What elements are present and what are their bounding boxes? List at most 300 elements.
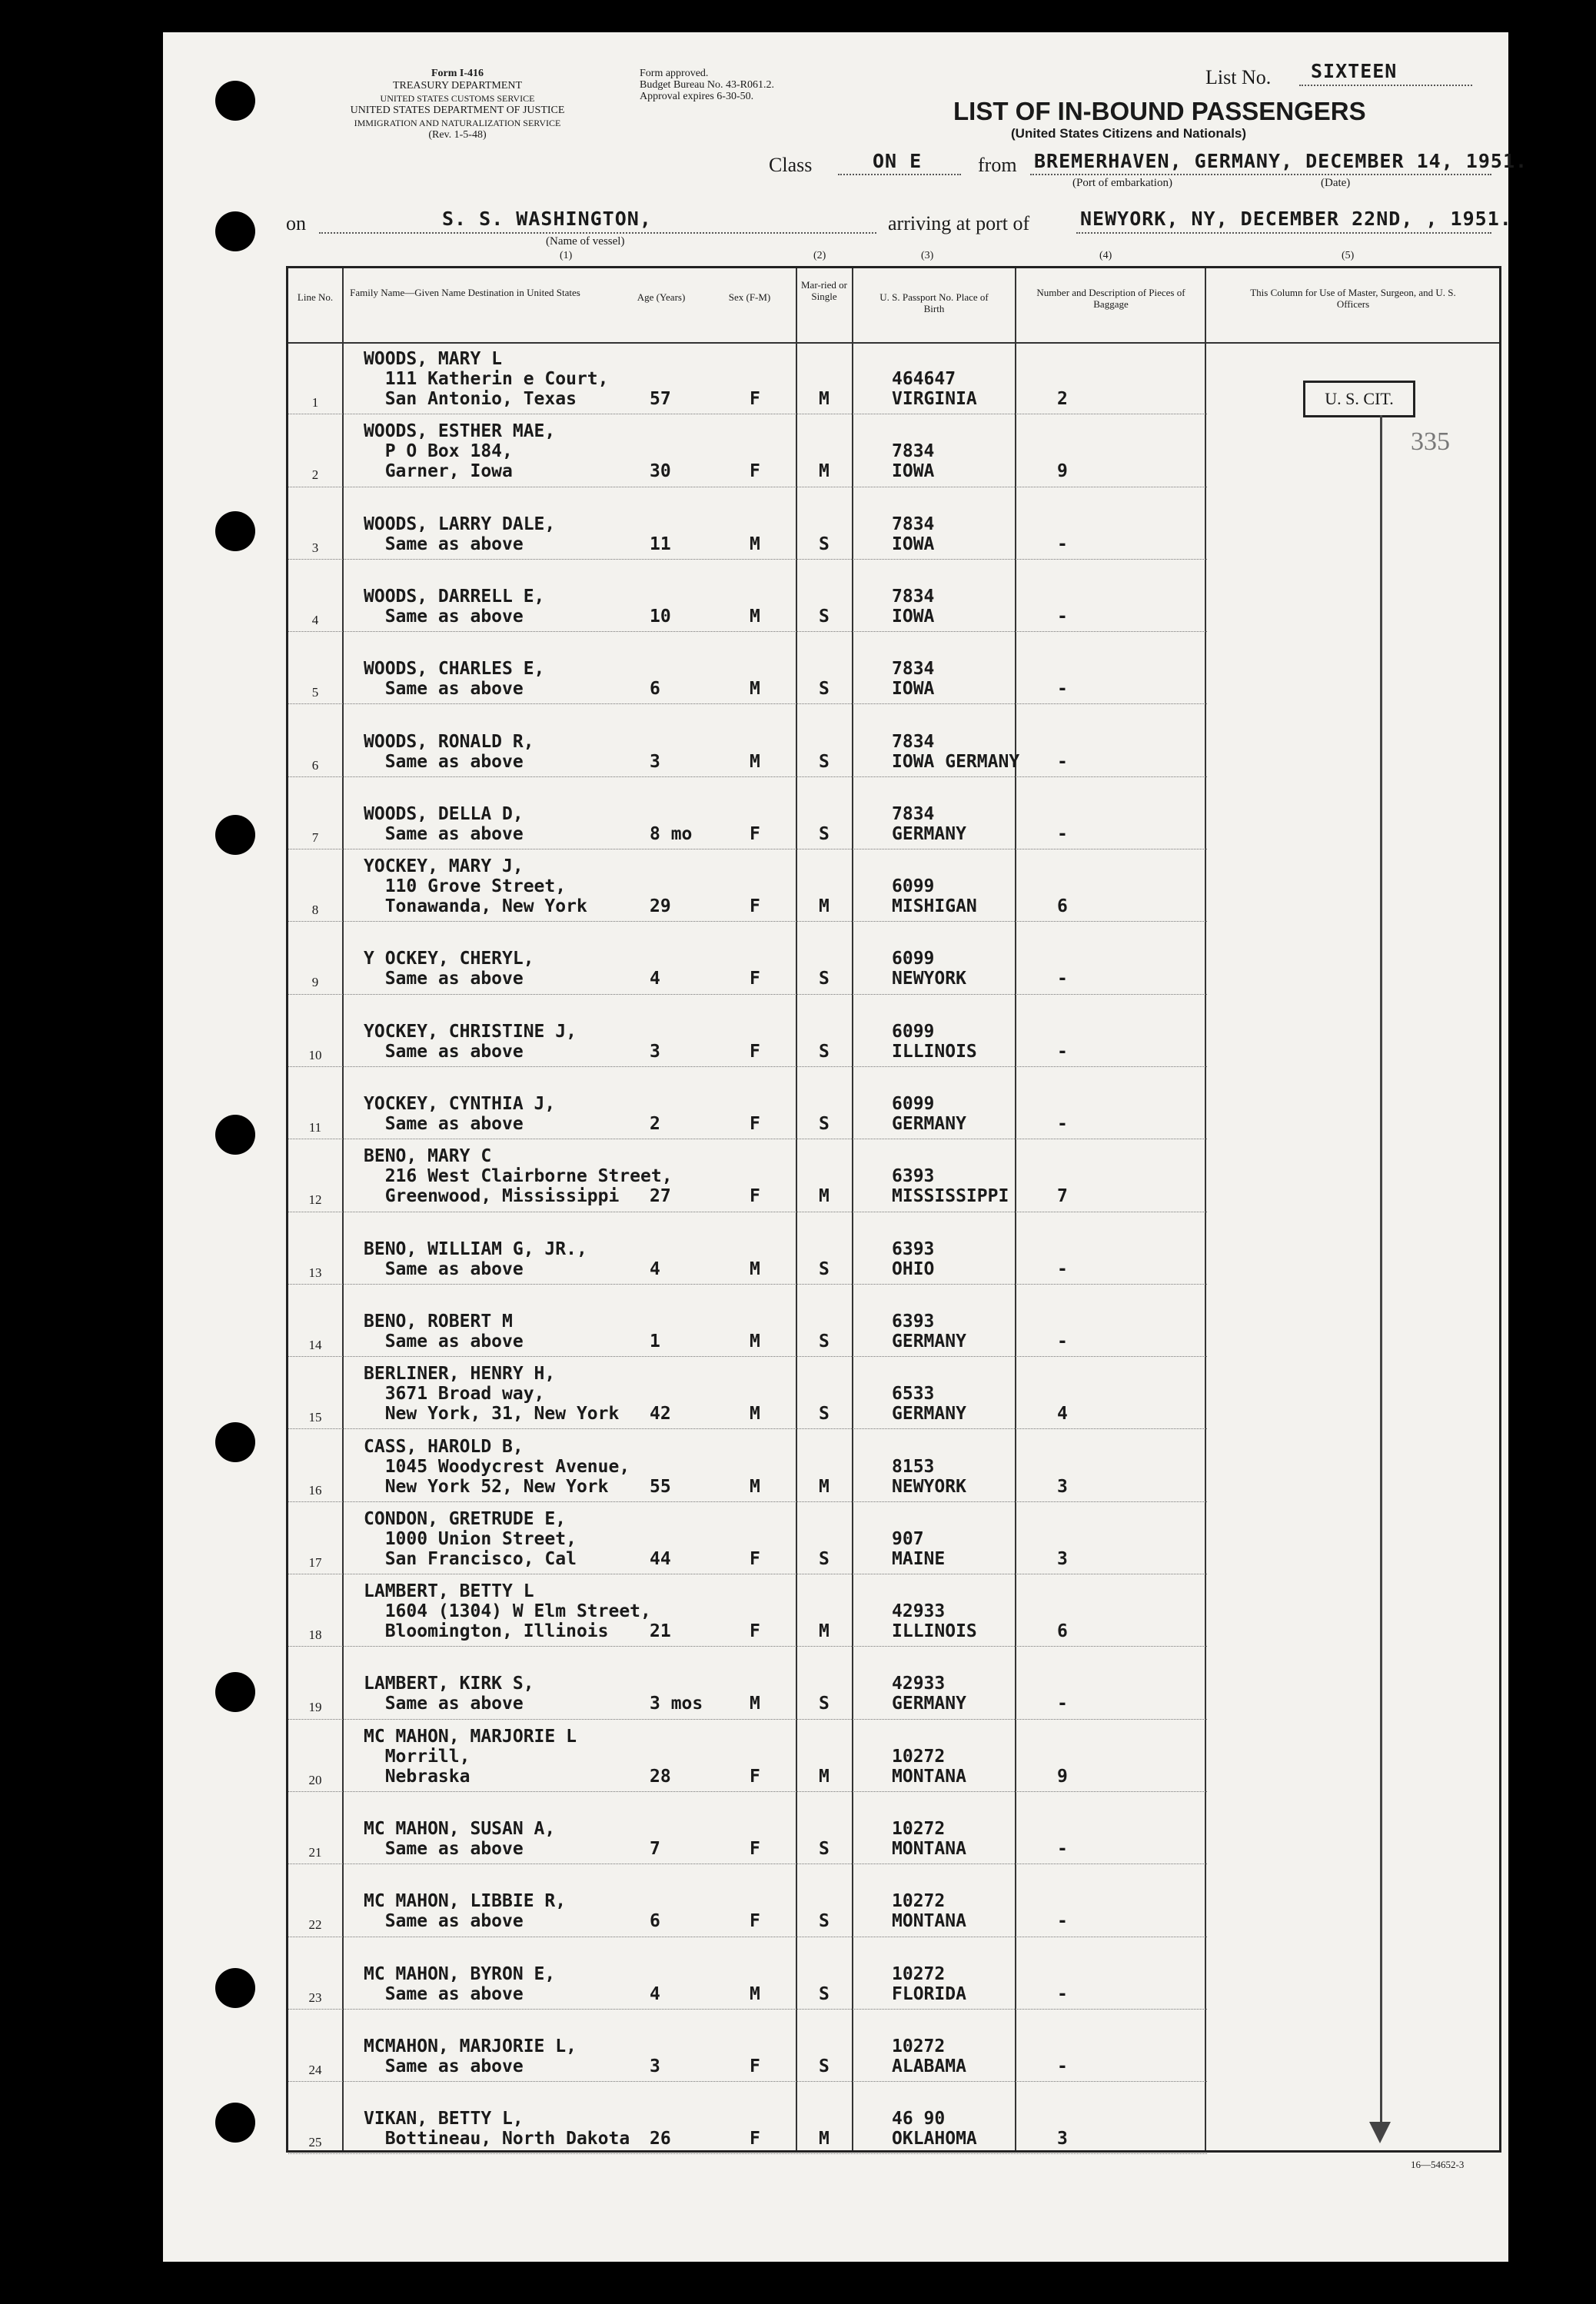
arriving-value: NEWYORK, NY, DECEMBER 22ND, , 1951. [1080, 208, 1512, 230]
cell-age: 28 [650, 1766, 671, 1787]
cell-name-line-1: LAMBERT, BETTY L [364, 1581, 534, 1602]
cell-baggage: - [1057, 1983, 1068, 2004]
cell-sex: F [750, 1621, 760, 1642]
cell-age: 6 [650, 679, 660, 700]
cell-name-line-2: YOCKEY, CHRISTINE J, [364, 1021, 577, 1042]
table-row [288, 1647, 1499, 1720]
row-separator [288, 631, 1207, 632]
cell-name-line-1: CASS, HAROLD B, [364, 1436, 524, 1457]
table-row [288, 1358, 1499, 1430]
cell-name-line-2: WOODS, LARRY DALE, [364, 514, 556, 534]
table-row [288, 1431, 1499, 1503]
cell-name-line-3: Same as above [364, 751, 524, 772]
cell-place-of-birth: MAINE [892, 1548, 946, 1569]
form-header-left [284, 68, 630, 141]
cell-place-of-birth: ILLINOIS [892, 1041, 977, 1062]
cell-place-of-birth: GERMANY [892, 1404, 966, 1425]
line-number: 19 [308, 1700, 322, 1715]
line-number: 14 [308, 1337, 322, 1352]
class-value: ON E [873, 150, 923, 172]
col-number: (5) [1342, 250, 1355, 261]
row-separator [288, 703, 1207, 704]
header-baggage: Number and Description of Pieces of Baggage [1036, 287, 1185, 310]
header-name: Family Name—Given Name Destination in United States [350, 287, 580, 298]
cell-sex: F [750, 1114, 760, 1134]
class-label: Class [769, 154, 813, 176]
table-row [288, 488, 1499, 560]
cell-age: 1 [650, 1331, 660, 1351]
cell-passport-no: 42933 [892, 1674, 946, 1694]
cell-marital-status: S [819, 2056, 830, 2076]
cell-age: 27 [650, 1186, 671, 1207]
cell-age: 4 [650, 1983, 660, 2004]
line-number: 25 [308, 2135, 322, 2150]
cell-passport-no: 6099 [892, 1094, 935, 1114]
cell-marital-status: S [819, 1983, 830, 2004]
cell-name-line-3: San Antonio, Texas [364, 389, 577, 409]
customs-service: UNITED STATES CUSTOMS SERVICE [380, 93, 535, 104]
cell-age: 21 [650, 1621, 671, 1642]
cell-name-line-2: 110 Grove Street, [364, 876, 567, 897]
col-number: (2) [813, 250, 826, 261]
cell-sex: M [750, 1404, 760, 1425]
cell-baggage: 6 [1057, 896, 1068, 917]
row-separator [288, 1284, 1207, 1285]
treasury-dept: TREASURY DEPARTMENT [392, 80, 523, 91]
cell-name-line-1: CONDON, GRETRUDE E, [364, 1508, 567, 1529]
line-number: 9 [311, 975, 319, 990]
cell-place-of-birth: FLORIDA [892, 1983, 966, 2004]
cell-passport-no: 464647 [892, 369, 956, 389]
cell-marital-status: S [819, 751, 830, 772]
line-number: 7 [311, 830, 319, 845]
cell-age: 8 mo [650, 823, 693, 844]
table-row [288, 1721, 1499, 1793]
cell-marital-status: M [819, 2129, 830, 2149]
form-approval [640, 68, 774, 102]
cell-age: 3 [650, 1041, 660, 1062]
line-number: 5 [311, 685, 319, 700]
cell-name-line-2: 1045 Woodycrest Avenue, [364, 1456, 630, 1477]
cell-name-line-2: WOODS, CHARLES E, [364, 659, 545, 680]
cell-place-of-birth: MONTANA [892, 1766, 966, 1787]
justice-dept: UNITED STATES DEPARTMENT OF JUSTICE [350, 105, 565, 116]
footer-code: 16—54652-3 [1411, 2159, 1465, 2170]
cell-name-line-3: Bottineau, North Dakota [364, 2129, 630, 2149]
cell-name-line-3: Same as above [364, 1041, 524, 1062]
cell-baggage: 3 [1057, 2129, 1068, 2149]
cell-marital-status: S [819, 1911, 830, 1932]
cell-place-of-birth: MONTANA [892, 1911, 966, 1932]
row-separator [288, 1646, 1207, 1647]
table-row [288, 850, 1499, 923]
cell-passport-no: 46 90 [892, 2109, 946, 2129]
row-separator [288, 776, 1207, 777]
cell-marital-status: S [819, 534, 830, 554]
cell-name-line-1: BENO, MARY C [364, 1146, 492, 1167]
cell-sex: F [750, 1041, 760, 1062]
header-passport: U. S. Passport No. Place of Birth [879, 291, 989, 314]
cell-marital-status: S [819, 1839, 830, 1859]
cell-place-of-birth: IOWA GERMANY [892, 751, 1020, 772]
cell-baggage: - [1057, 1839, 1068, 1859]
line-number: 2 [311, 467, 319, 483]
cell-baggage: 4 [1057, 1404, 1068, 1425]
cell-passport-no: 6099 [892, 949, 935, 969]
table-row [288, 1793, 1499, 1865]
cell-name-line-2: LAMBERT, KIRK S, [364, 1674, 534, 1694]
cell-name-line-2: MC MAHON, SUSAN A, [364, 1819, 556, 1839]
cell-name-line-2: MCMAHON, MARJORIE L, [364, 2036, 577, 2056]
cell-name-line-3: Same as above [364, 534, 524, 554]
cell-baggage: 9 [1057, 461, 1068, 482]
cell-marital-status: M [819, 1621, 830, 1642]
cell-name-line-2: 216 West Clairborne Street, [364, 1166, 673, 1187]
line-number: 20 [308, 1772, 322, 1787]
row-separator [288, 559, 1207, 560]
cell-name-line-3: Same as above [364, 1983, 524, 2004]
cell-sex: F [750, 1911, 760, 1932]
table-row [288, 1285, 1499, 1358]
cell-age: 11 [650, 534, 671, 554]
cell-baggage: 3 [1057, 1548, 1068, 1569]
vessel-name: S. S. WASHINGTON, [442, 208, 652, 230]
cell-name-line-2: BENO, ROBERT M [364, 1311, 513, 1332]
cell-marital-status: M [819, 896, 830, 917]
cell-name-line-3: Same as above [364, 2056, 524, 2076]
line-number: 1 [311, 395, 319, 410]
table-row [288, 415, 1499, 487]
list-no-value: SIXTEEN [1311, 60, 1398, 82]
cell-baggage: 7 [1057, 1186, 1068, 1207]
cell-sex: M [750, 534, 760, 554]
cell-place-of-birth: GERMANY [892, 1114, 966, 1134]
cell-name-line-3: Garner, Iowa [364, 461, 513, 482]
cell-age: 10 [650, 606, 671, 627]
cell-baggage: - [1057, 751, 1068, 772]
cell-place-of-birth: VIRGINIA [892, 389, 977, 409]
cell-passport-no: 6393 [892, 1166, 935, 1187]
table-row [288, 633, 1499, 705]
cell-passport-no: 7834 [892, 586, 935, 607]
cell-baggage: 6 [1057, 1621, 1068, 1642]
cell-sex: M [750, 1694, 760, 1714]
cell-name-line-2: VIKAN, BETTY L, [364, 2109, 524, 2129]
col-number: (3) [921, 250, 934, 261]
form-number: Form I-416 [431, 68, 484, 79]
cell-marital-status: S [819, 1694, 830, 1714]
cell-sex: F [750, 2056, 760, 2076]
cell-baggage: 3 [1057, 1476, 1068, 1497]
cell-passport-no: 7834 [892, 514, 935, 534]
cell-age: 44 [650, 1548, 671, 1569]
cell-name-line-3: Same as above [364, 1911, 524, 1932]
cell-name-line-2: WOODS, DELLA D, [364, 803, 524, 824]
table-row [288, 1938, 1499, 2010]
cell-age: 3 [650, 751, 660, 772]
row-separator [288, 921, 1207, 922]
cell-name-line-3: Same as above [364, 1258, 524, 1279]
on-label: on [286, 212, 306, 234]
line-number: 12 [308, 1192, 322, 1208]
cell-passport-no: 6099 [892, 1021, 935, 1042]
binder-hole [215, 211, 255, 251]
line-number: 16 [308, 1482, 322, 1498]
cell-name-line-2: 1604 (1304) W Elm Street, [364, 1601, 651, 1622]
cell-passport-no: 7834 [892, 803, 935, 824]
cell-marital-status: S [819, 1114, 830, 1134]
cell-place-of-birth: GERMANY [892, 823, 966, 844]
passenger-table [286, 266, 1501, 2153]
cell-marital-status: S [819, 1404, 830, 1425]
cell-sex: F [750, 823, 760, 844]
table-row [288, 2083, 1499, 2155]
cell-name-line-3: Greenwood, Mississippi [364, 1186, 620, 1207]
cell-name-line-3: Nebraska [364, 1766, 470, 1787]
cell-sex: M [750, 1983, 760, 2004]
cell-sex: F [750, 389, 760, 409]
cell-baggage: - [1057, 1911, 1068, 1932]
cell-marital-status: S [819, 606, 830, 627]
cell-sex: F [750, 2129, 760, 2149]
cell-place-of-birth: MONTANA [892, 1839, 966, 1859]
cell-passport-no: 6393 [892, 1311, 935, 1332]
port-embark-label: (Port of embarkation) [1072, 177, 1172, 189]
line-number: 3 [311, 540, 319, 555]
row-separator [288, 1719, 1207, 1720]
cell-name-line-3: Bloomington, Illinois [364, 1621, 609, 1642]
cell-marital-status: M [819, 1476, 830, 1497]
cell-sex: F [750, 896, 760, 917]
cell-passport-no: 6393 [892, 1238, 935, 1259]
binder-hole [215, 1968, 255, 2008]
line-number: 13 [308, 1265, 322, 1280]
binder-hole [215, 511, 255, 551]
cell-passport-no: 7834 [892, 441, 935, 462]
cell-baggage: - [1057, 1331, 1068, 1351]
cell-name-line-2: WOODS, RONALD R, [364, 731, 534, 752]
cell-marital-status: M [819, 389, 830, 409]
line-number: 23 [308, 1990, 322, 2005]
arriving-label: arriving at port of [888, 212, 1030, 234]
revision: (Rev. 1-5-48) [428, 129, 487, 141]
table-row [288, 1503, 1499, 1575]
ins-service: IMMIGRATION AND NATURALIZATION SERVICE [354, 118, 561, 128]
table-row [288, 778, 1499, 850]
cell-age: 4 [650, 1258, 660, 1279]
cell-marital-status: M [819, 461, 830, 482]
table-row [288, 706, 1499, 778]
cell-age: 57 [650, 389, 671, 409]
cell-passport-no: 10272 [892, 1819, 946, 1839]
cell-place-of-birth: NEWYORK [892, 969, 966, 989]
table-row [288, 560, 1499, 633]
cell-age: 29 [650, 896, 671, 917]
cell-sex: M [750, 606, 760, 627]
cell-name-line-2: Morrill, [364, 1746, 470, 1767]
cell-sex: F [750, 1186, 760, 1207]
cell-place-of-birth: OKLAHOMA [892, 2129, 977, 2149]
cell-place-of-birth: ALABAMA [892, 2056, 966, 2076]
cell-name-line-1: WOODS, ESTHER MAE, [364, 421, 556, 442]
cell-baggage: 9 [1057, 1766, 1068, 1787]
col-number: (4) [1099, 250, 1112, 261]
cell-age: 30 [650, 461, 671, 482]
cell-sex: F [750, 1766, 760, 1787]
binder-hole [215, 1115, 255, 1155]
cell-marital-status: S [819, 1041, 830, 1062]
row-separator [288, 1863, 1207, 1864]
cell-baggage: 2 [1057, 389, 1068, 409]
cell-name-line-2: MC MAHON, BYRON E, [364, 1963, 556, 1984]
cell-name-line-2: 111 Katherin e Court, [364, 369, 609, 389]
cell-passport-no: 907 [892, 1528, 924, 1549]
cell-place-of-birth: ILLINOIS [892, 1621, 977, 1642]
cell-passport-no: 7834 [892, 731, 935, 752]
col-number: (1) [560, 250, 573, 261]
line-number: 17 [308, 1554, 322, 1570]
cell-marital-status: S [819, 823, 830, 844]
binder-hole [215, 2103, 255, 2143]
approval-expires: Approval expires 6-30-50. [640, 91, 754, 102]
page-mark: 335 [1411, 427, 1450, 456]
cell-name-line-3: New York 52, New York [364, 1476, 609, 1497]
row-separator [288, 2081, 1207, 2082]
line-number: 15 [308, 1410, 322, 1425]
cell-name-line-3: Same as above [364, 679, 524, 700]
cell-place-of-birth: IOWA [892, 679, 935, 700]
cell-baggage: - [1057, 1694, 1068, 1714]
cell-name-line-2: YOCKEY, CYNTHIA J, [364, 1094, 556, 1114]
table-row [288, 996, 1499, 1068]
row-separator [288, 1356, 1207, 1357]
cell-name-line-3: Same as above [364, 969, 524, 989]
cell-place-of-birth: OHIO [892, 1258, 935, 1279]
cell-name-line-2: 1000 Union Street, [364, 1528, 577, 1549]
cell-sex: M [750, 679, 760, 700]
cell-baggage: - [1057, 2056, 1068, 2076]
cell-name-line-2: Y OCKEY, CHERYL, [364, 949, 534, 969]
cell-age: 2 [650, 1114, 660, 1134]
line-number: 6 [311, 757, 319, 773]
table-row [288, 2010, 1499, 2083]
document-title: LIST OF IN-BOUND PASSENGERS [953, 97, 1366, 125]
cell-age: 42 [650, 1404, 671, 1425]
cell-place-of-birth: MISHIGAN [892, 896, 977, 917]
budget-bureau: Budget Bureau No. 43-R061.2. [640, 79, 774, 91]
binder-hole [215, 815, 255, 855]
table-row [288, 1865, 1499, 1937]
cell-sex: F [750, 1839, 760, 1859]
line-number: 4 [311, 612, 319, 627]
form-approved: Form approved. [640, 68, 709, 79]
from-value: BREMERHAVEN, GERMANY, DECEMBER 14, 1951. [1034, 150, 1528, 172]
line-number: 8 [311, 903, 319, 918]
line-number: 22 [308, 1917, 322, 1933]
row-separator [288, 994, 1207, 995]
cell-name-line-3: San Francisco, Cal [364, 1548, 577, 1569]
cell-baggage: - [1057, 1258, 1068, 1279]
cell-marital-status: M [819, 1766, 830, 1787]
cell-name-line-3: Same as above [364, 1331, 524, 1351]
table-row [288, 1575, 1499, 1647]
cell-age: 7 [650, 1839, 660, 1859]
cell-age: 3 [650, 2056, 660, 2076]
line-number: 10 [308, 1047, 322, 1062]
cell-name-line-3: Same as above [364, 1694, 524, 1714]
cell-name-line-2: P O Box 184, [364, 441, 513, 462]
line-number: 11 [308, 1120, 322, 1135]
cell-name-line-2: BENO, WILLIAM G, JR., [364, 1238, 587, 1259]
cell-place-of-birth: NEWYORK [892, 1476, 966, 1497]
cell-sex: M [750, 1258, 760, 1279]
cell-place-of-birth: MISSISSIPPI [892, 1186, 1009, 1207]
cell-passport-no: 10272 [892, 1746, 946, 1767]
cell-sex: M [750, 1476, 760, 1497]
cell-marital-status: S [819, 679, 830, 700]
cell-name-line-3: New York, 31, New York [364, 1404, 620, 1425]
cell-passport-no: 8153 [892, 1456, 935, 1477]
cell-baggage: - [1057, 1041, 1068, 1062]
cell-passport-no: 10272 [892, 2036, 946, 2056]
cell-name-line-3: Tonawanda, New York [364, 896, 587, 917]
header-officers: This Column for Use of Master, Surgeon, and U. S. Officers [1250, 287, 1456, 310]
cell-marital-status: M [819, 1186, 830, 1207]
pencil-line [1380, 415, 1382, 2137]
date-label: (Date) [1321, 177, 1351, 189]
cell-marital-status: S [819, 1258, 830, 1279]
cell-name-line-1: BERLINER, HENRY H, [364, 1364, 556, 1385]
cell-marital-status: S [819, 969, 830, 989]
cell-place-of-birth: IOWA [892, 534, 935, 554]
row-separator [288, 1066, 1207, 1067]
row-separator [288, 2009, 1207, 2010]
cell-name-line-1: WOODS, MARY L [364, 349, 503, 369]
cell-baggage: - [1057, 534, 1068, 554]
header-sex: Sex (F-M) [728, 291, 771, 303]
cell-passport-no: 10272 [892, 1963, 946, 1984]
cell-name-line-2: MC MAHON, LIBBIE R, [364, 1891, 567, 1912]
document-subtitle: (United States Citizens and Nationals) [1011, 126, 1247, 141]
binder-hole [215, 1672, 255, 1712]
row-separator [288, 1501, 1207, 1502]
cell-baggage: - [1057, 969, 1068, 989]
citizen-stamp: U. S. CIT. [1303, 381, 1415, 417]
cell-passport-no: 42933 [892, 1601, 946, 1622]
from-label: from [978, 154, 1017, 176]
cell-sex: F [750, 969, 760, 989]
cell-name-line-3: Same as above [364, 606, 524, 627]
cell-passport-no: 6533 [892, 1384, 935, 1405]
cell-name-line-3: Same as above [364, 1114, 524, 1134]
line-number: 24 [308, 2062, 322, 2077]
cell-sex: F [750, 461, 760, 482]
arrow-down-icon [1369, 2122, 1391, 2143]
cell-marital-status: S [819, 1548, 830, 1569]
cell-baggage: - [1057, 606, 1068, 627]
cell-age: 26 [650, 2129, 671, 2149]
header-line-no: Line No. [297, 291, 334, 303]
cell-name-line-1: YOCKEY, MARY J, [364, 856, 524, 877]
cell-sex: M [750, 751, 760, 772]
cell-name-line-1: MC MAHON, MARJORIE L [364, 1726, 577, 1747]
cell-baggage: - [1057, 823, 1068, 844]
cell-name-line-3: Same as above [364, 1839, 524, 1859]
header-married: Mar-ried or Single [800, 279, 848, 302]
cell-sex: M [750, 1331, 760, 1351]
binder-hole [215, 81, 255, 121]
cell-age: 3 mos [650, 1694, 703, 1714]
